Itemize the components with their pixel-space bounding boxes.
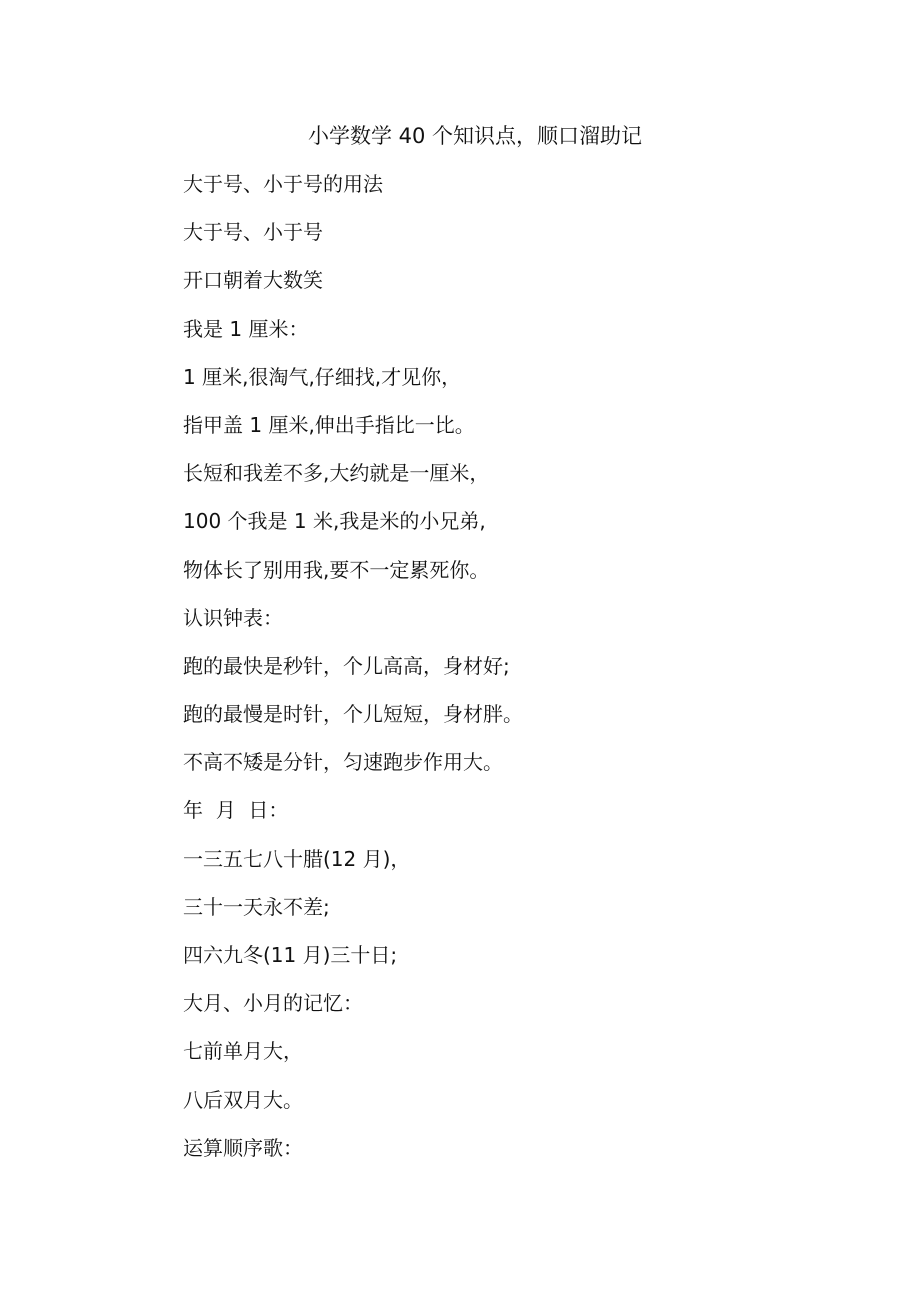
text-line: 跑的最慢是时针，个儿短短，身材胖。 <box>183 702 523 727</box>
text-line: 七前单月大， <box>183 1039 303 1064</box>
text-line: 我是 1 厘米： <box>183 316 309 341</box>
text-line: 运算顺序歌： <box>183 1135 303 1160</box>
text-line: 大于号、小于号 <box>183 220 323 245</box>
text-line: 1 厘米,很淘气,仔细找,才见你， <box>183 364 462 389</box>
text-line: 100 个我是 1 米,我是米的小兄弟, <box>183 509 486 534</box>
document-body <box>183 168 523 1180</box>
text-line: 一三五七八十腊(12 月)， <box>183 846 411 871</box>
text-line: 跑的最快是秒针，个儿高高，身材好; <box>183 653 510 678</box>
text-line: 认识钟表： <box>183 605 283 630</box>
text-line: 开口朝着大数笑 <box>183 268 323 293</box>
text-line: 四六九冬(11 月)三十日; <box>183 943 398 967</box>
text-line: 八后双月大。 <box>183 1087 303 1112</box>
text-line: 不高不矮是分针，匀速跑步作用大。 <box>183 750 503 775</box>
text-line: 指甲盖 1 厘米,伸出手指比一比。 <box>183 412 475 437</box>
text-line: 大于号、小于号的用法 <box>183 172 383 196</box>
text-line: 三十一天永不差; <box>183 894 330 919</box>
text-line: 大月、小月的记忆： <box>183 991 363 1016</box>
text-line: 物体长了别用我,要不一定累死你。 <box>183 557 490 582</box>
document-title: 小学数学 40 个知识点，顺口溜助记 <box>307 124 643 148</box>
text-line: 年 月 日： <box>183 798 289 823</box>
text-line: 长短和我差不多,大约就是一厘米， <box>183 461 490 486</box>
